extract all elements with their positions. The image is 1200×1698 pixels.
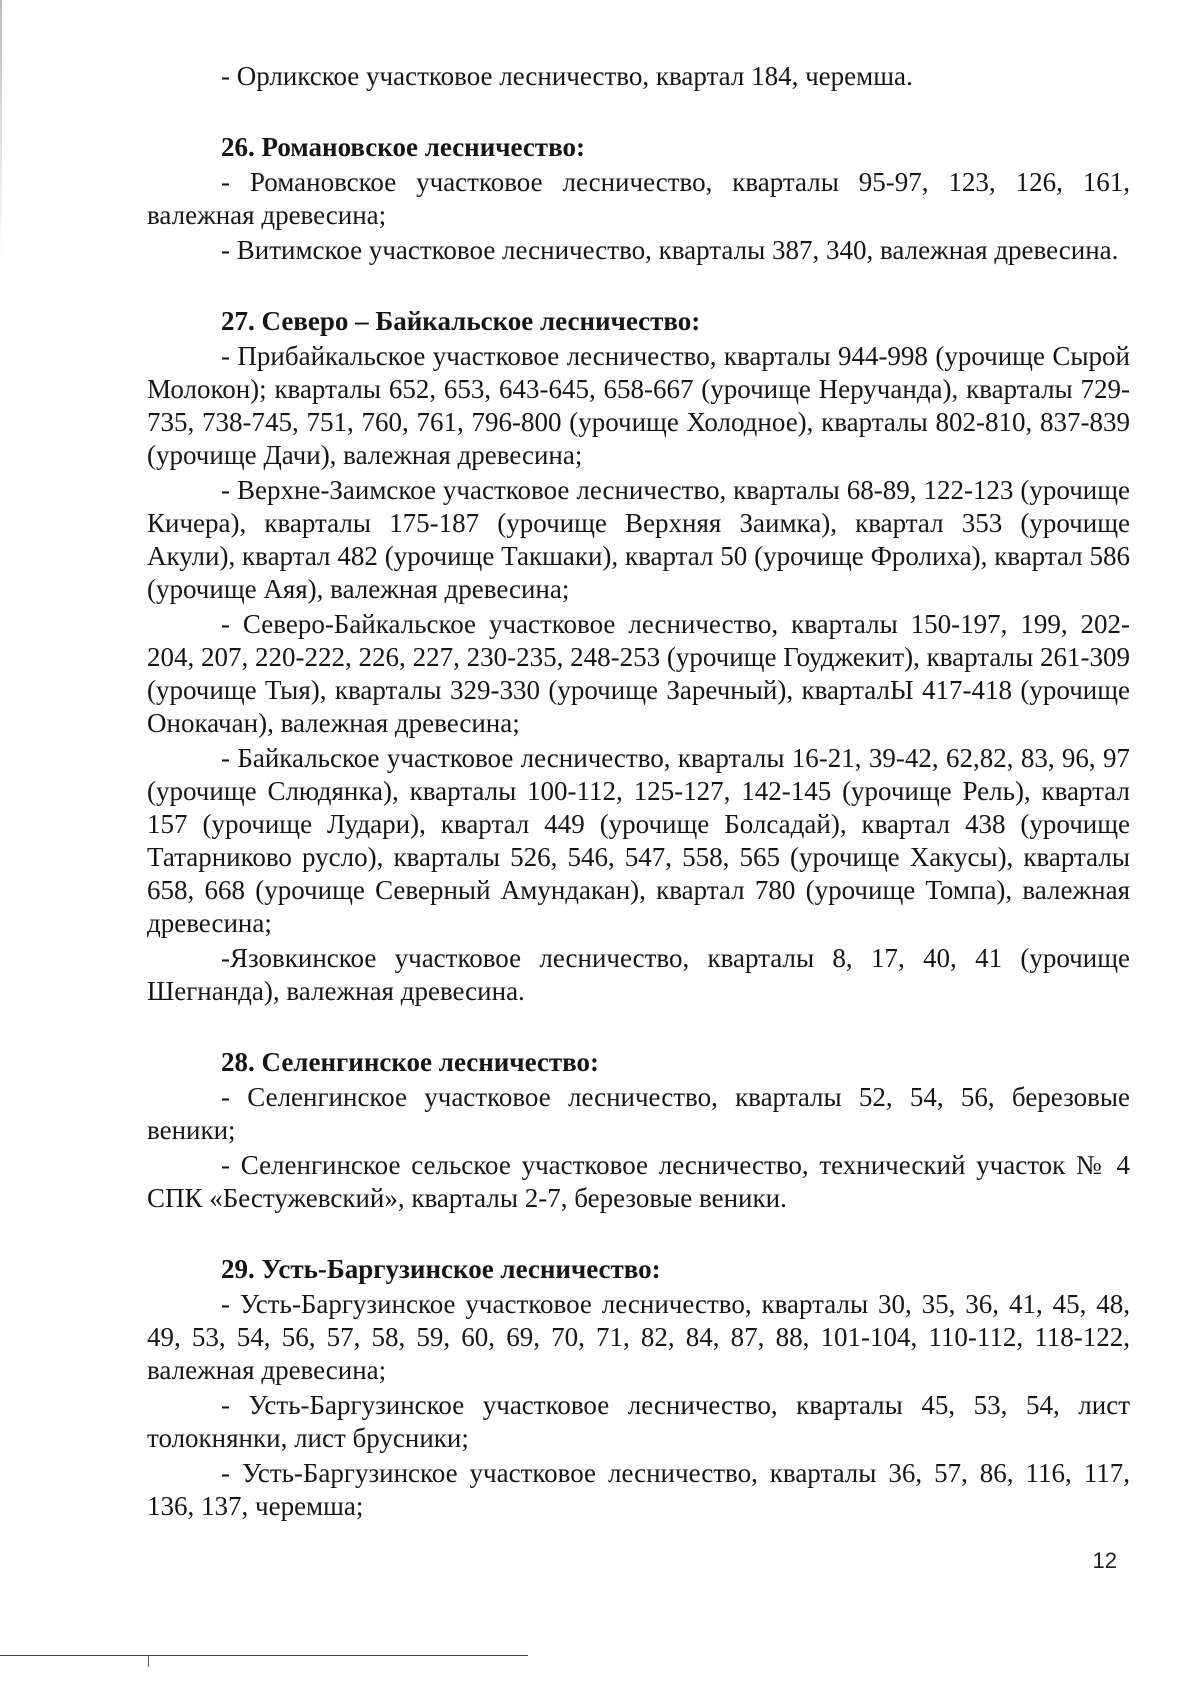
section-28 [147, 1046, 1130, 1215]
section-item: - Усть-Баргузинское участковое лесничество, кварталы 45, 53, 54, лист толокнянки, лист брусники; [147, 1390, 1130, 1453]
footer-rule [0, 1655, 528, 1656]
section-heading: 29. Усть-Баргузинское лесничество: [221, 1254, 661, 1284]
section-item: - Витимское участковое лесничество, кварталы 387, 340, валежная древесина. [221, 235, 1119, 265]
page-number: 12 [1092, 1548, 1117, 1573]
section-item: - Верхне-Заимское участковое лесничество, кварталы 68-89, 122-123 (урочище Кичера), кварталы 175-187 (урочище Верхняя Заимка), квартал 353 (урочище Акули), квартал 482 (урочище Такшаки), квартал 50 (урочище Фролиха), квартал 586 (урочище Аяя), валежная древесина; [147, 475, 1130, 604]
section-item: - Байкальское участковое лесничество, кварталы 16-21, 39-42, 62,82, 83, 96, 97 (урочище Слюдянка), кварталы 100-112, 125-127, 142-145 (урочище Рель), квартал 157 (урочище Лудари), квартал 449 (урочище Болсадай), квартал 438 (урочище Татарниково русло), кварталы 526, 546, 547, 558, 565 (урочище Хакусы), кварталы 658, 668 (урочище Северный Амундакан), квартал 780 (урочище Томпа), валежная древесина; [147, 743, 1130, 938]
section-item: -Язовкинское участковое лесничество, кварталы 8, 17, 40, 41 (урочище Шегнанда), валежная древесина. [147, 943, 1130, 1006]
section-29 [147, 1253, 1130, 1523]
section-item: - Усть-Баргузинское участковое лесничество, кварталы 30, 35, 36, 41, 45, 48, 49, 53, 54, 56, 57, 58, 59, 60, 69, 70, 71, 82, 84, 87, 88, 101-104, 110-112, 118-122, валежная древесина; [147, 1289, 1130, 1385]
section-heading: 26. Романовское лесничество: [221, 132, 585, 162]
section-item: - Прибайкальское участковое лесничество, кварталы 944-998 (урочище Сырой Молокон); кварталы 652, 653, 643-645, 658-667 (урочище Неручанда), кварталы 729-735, 738-745, 751, 760, 761, 796-800 (урочище Холодное), кварталы 802-810, 837-839 (урочище Дачи), валежная древесина; [147, 341, 1130, 470]
section-item: - Усть-Баргузинское участковое лесничество, кварталы 36, 57, 86, 116, 117, 136, 137, черемша; [147, 1458, 1130, 1521]
section-item: - Северо-Байкальское участковое лесничество, кварталы 150-197, 199, 202-204, 207, 220-222, 226, 227, 230-235, 248-253 (урочище Гоуджекит), кварталы 261-309 (урочище Тыя), кварталы 329-330 (урочище Заречный), кварталЫ 417-418 (урочище Онокачан), валежная древесина; [147, 609, 1130, 738]
intro-line: - Орликское участковое лесничество, квартал 184, черемша. [221, 61, 913, 91]
section-item: - Романовское участковое лесничество, кварталы 95-97, 123, 126, 161, валежная древесина; [147, 167, 1130, 230]
section-heading: 27. Северо – Байкальское лесничество: [221, 306, 701, 336]
section-item: - Селенгинское участковое лесничество, кварталы 52, 54, 56, березовые веники; [147, 1082, 1130, 1145]
footer-rule-tick [148, 1655, 149, 1667]
document-body [147, 60, 1130, 1525]
section-heading: 28. Селенгинское лесничество: [221, 1047, 600, 1077]
section-27 [147, 305, 1130, 1008]
scan-edge-shadow [0, 0, 2, 260]
section-item: - Селенгинское сельское участковое лесничество, технический участок № 4 СПК «Бестужевский», кварталы 2-7, березовые веники. [147, 1150, 1130, 1213]
section-26 [147, 131, 1130, 267]
